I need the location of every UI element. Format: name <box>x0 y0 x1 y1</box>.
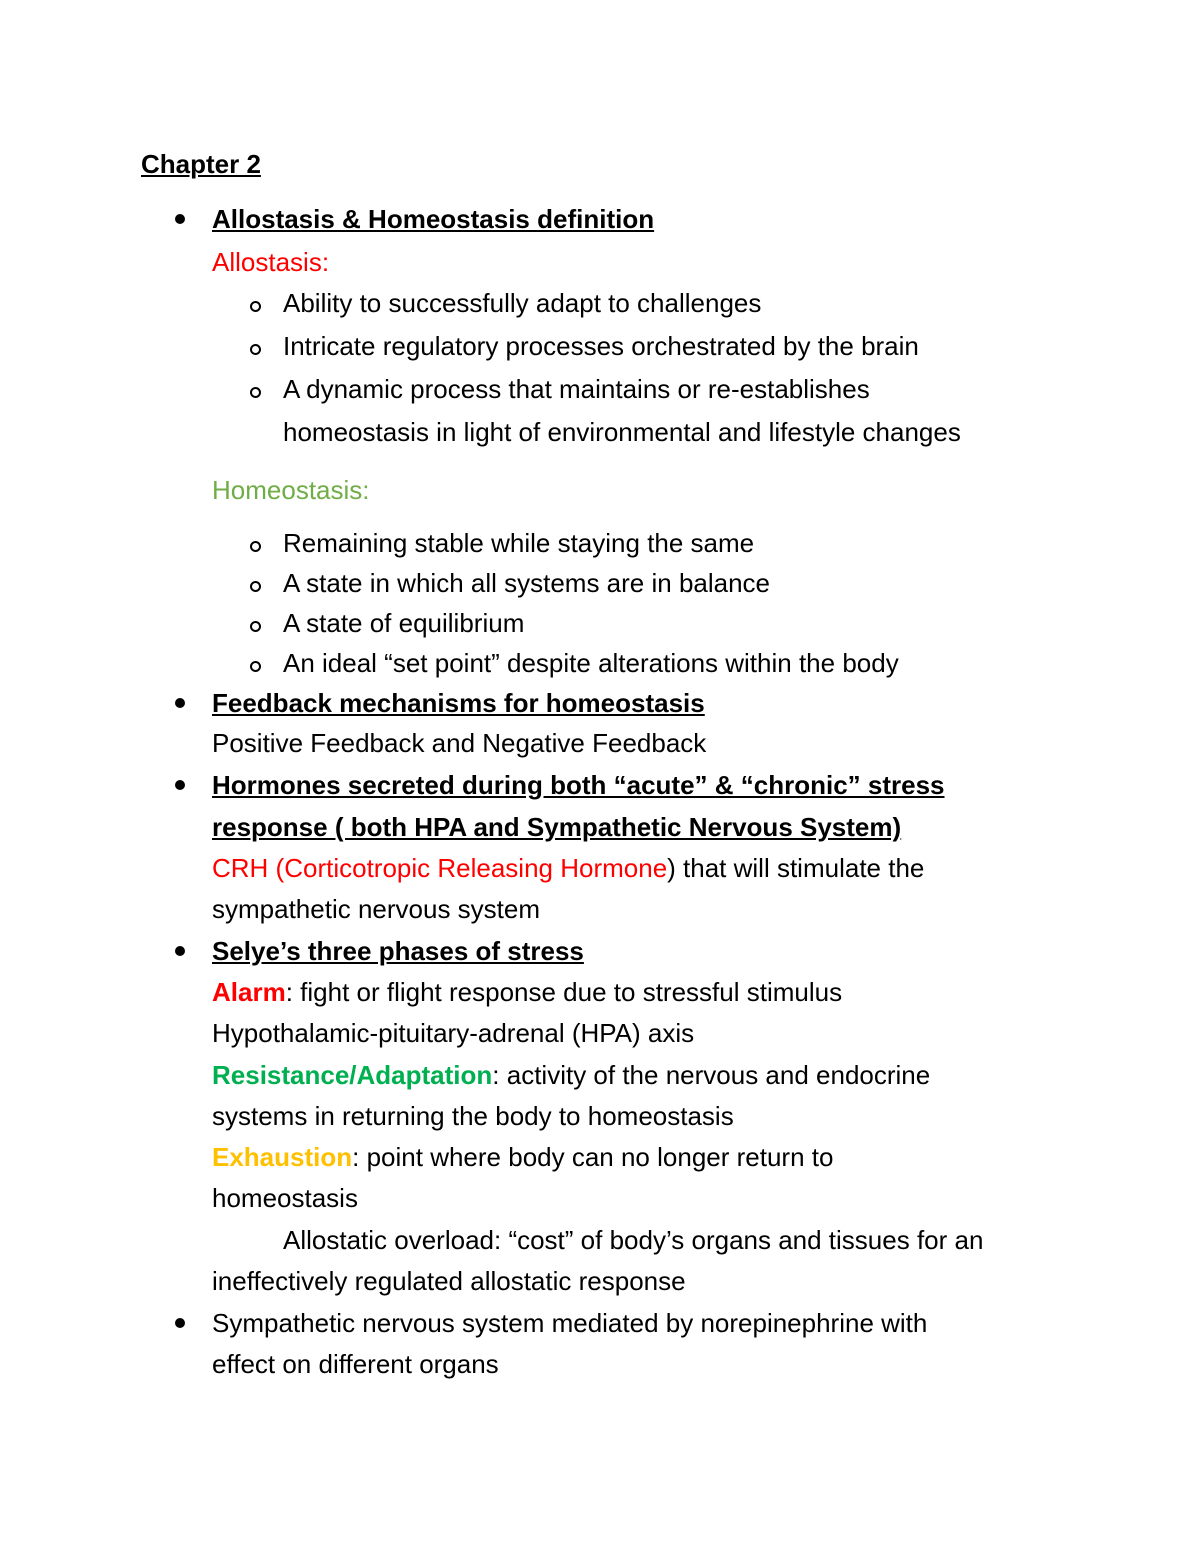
alarm-label: Alarm <box>212 977 286 1007</box>
exhaustion-line-continued: homeostasis <box>212 1183 358 1213</box>
allostatic-overload-line-continued: ineffectively regulated allostatic response <box>212 1266 686 1296</box>
allostasis-item-continued: homeostasis in light of environmental and lifestyle changes <box>283 417 961 447</box>
circle-bullet-icon <box>250 661 261 672</box>
exhaustion-text: : point where body can no longer return to <box>352 1142 834 1172</box>
bullet-icon <box>175 780 185 790</box>
section-heading-hormones-continued: response ( both HPA and Sympathetic Nervous System) <box>212 812 902 842</box>
resistance-label: Resistance/Adaptation <box>212 1060 493 1090</box>
crh-term: CRH (Corticotropic Releasing Hormone <box>212 853 668 883</box>
allostasis-item: A dynamic process that maintains or re-establishes <box>283 374 870 404</box>
homeostasis-item: A state of equilibrium <box>283 608 525 638</box>
bullet-icon <box>175 1318 185 1328</box>
allostatic-overload-line: Allostatic overload: “cost” of body’s organs and tissues for an <box>283 1225 984 1255</box>
circle-bullet-icon <box>250 541 261 552</box>
section-heading-hormones: Hormones secreted during both “acute” & “chronic” stress <box>212 770 945 800</box>
alarm-text: : fight or flight response due to stressful stimulus <box>285 977 843 1007</box>
crh-line-continued: sympathetic nervous system <box>212 894 541 924</box>
homeostasis-item: Remaining stable while staying the same <box>283 528 755 558</box>
page-title: Chapter 2 <box>141 149 261 179</box>
section-heading-selye: Selye’s three phases of stress <box>212 936 584 966</box>
section-heading-allostasis-homeostasis: Allostasis & Homeostasis definition <box>212 204 655 234</box>
allostasis-item: Ability to successfully adapt to challenges <box>283 288 762 318</box>
circle-bullet-icon <box>250 344 261 355</box>
allostasis-item: Intricate regulatory processes orchestrated by the brain <box>283 331 919 361</box>
alarm-line <box>212 976 842 1008</box>
exhaustion-label: Exhaustion <box>212 1142 353 1172</box>
resistance-line <box>212 1059 930 1091</box>
crh-description: ) that will stimulate the <box>667 853 925 883</box>
circle-bullet-icon <box>250 387 261 398</box>
crh-line <box>212 852 924 884</box>
hpa-line: Hypothalamic-pituitary-adrenal (HPA) axis <box>212 1018 695 1048</box>
bullet-icon <box>175 946 185 956</box>
circle-bullet-icon <box>250 621 261 632</box>
resistance-text: : activity of the nervous and endocrine <box>492 1060 931 1090</box>
exhaustion-line <box>212 1141 833 1173</box>
homeostasis-item: An ideal “set point” despite alterations within the body <box>283 648 899 678</box>
circle-bullet-icon <box>250 301 261 312</box>
bullet-icon <box>175 214 185 224</box>
sympathetic-line: Sympathetic nervous system mediated by norepinephrine with <box>212 1308 928 1338</box>
allostasis-label: Allostasis: <box>212 247 330 277</box>
resistance-line-continued: systems in returning the body to homeostasis <box>212 1101 734 1131</box>
homeostasis-item: A state in which all systems are in balance <box>283 568 771 598</box>
bullet-icon <box>175 698 185 708</box>
sympathetic-line-continued: effect on different organs <box>212 1349 499 1379</box>
circle-bullet-icon <box>250 581 261 592</box>
homeostasis-label: Homeostasis: <box>212 475 370 505</box>
section-heading-feedback: Feedback mechanisms for homeostasis <box>212 688 705 718</box>
feedback-text: Positive Feedback and Negative Feedback <box>212 728 707 758</box>
